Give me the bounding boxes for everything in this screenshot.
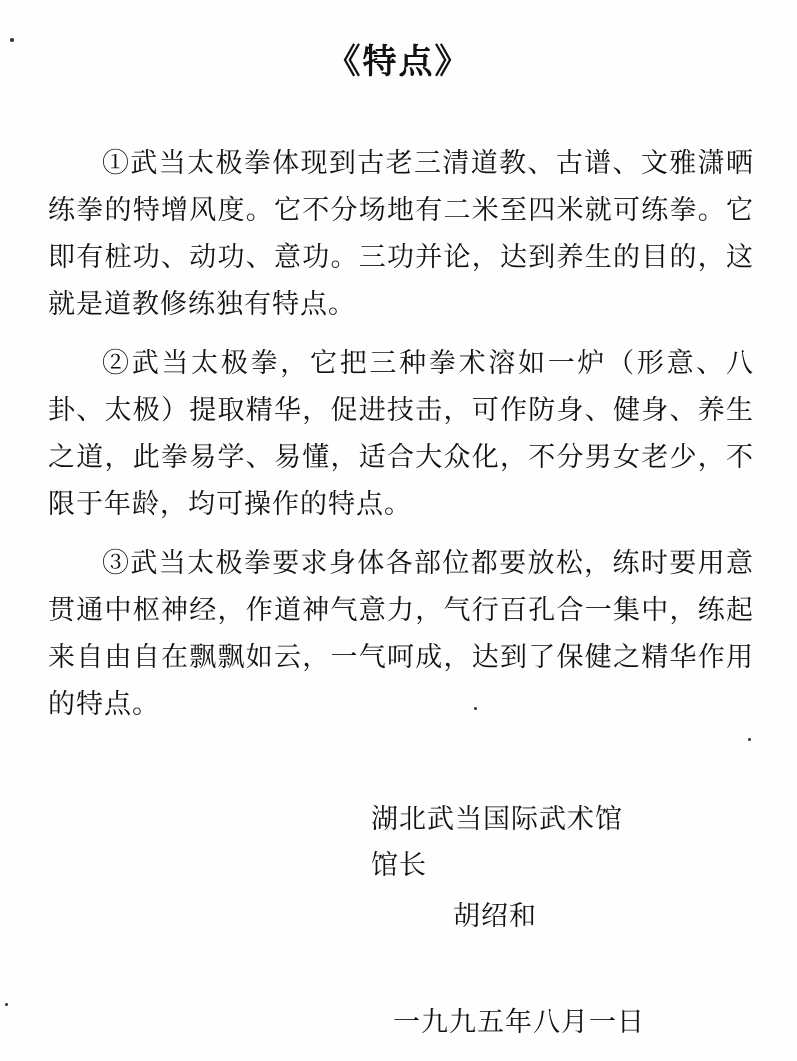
scan-speck: [10, 38, 14, 42]
scan-speck: [748, 738, 751, 741]
paragraph-3: ③武当太极拳要求身体各部位都要放松，练时要用意贯通中枢神经，作道神气意力，气行百孔合一集中，练起来自由自在飘飘如云，一气呵成，达到了保健之精华作用的特点。: [48, 548, 754, 720]
paragraph-1: ①武当太极拳体现到古老三清道教、古谱、文雅潇晒练拳的特增风度。它不分场地有二米至四米就可练拳。它即有桩功、动功、意功。三功并论，达到养生的目的，这就是道教修练独有特点。: [48, 148, 754, 320]
scan-speck: [5, 1003, 8, 1006]
signature-date: 一九九五年八月一日: [393, 1007, 645, 1038]
signature-role: 馆长: [371, 850, 427, 881]
signature-name: 胡绍和: [453, 901, 537, 932]
paragraph-2: ②武当太极拳，它把三种拳术溶如一炉（形意、八卦、太极）提取精华，促进技击，可作防身、健身、养生之道，此拳易学、易懂，适合大众化，不分男女老少，不限于年龄，均可操作的特点。: [48, 348, 754, 520]
signature-organization: 湖北武当国际武术馆: [371, 804, 623, 835]
document-title: 《特点》: [326, 42, 471, 82]
scan-speck: [474, 707, 477, 710]
